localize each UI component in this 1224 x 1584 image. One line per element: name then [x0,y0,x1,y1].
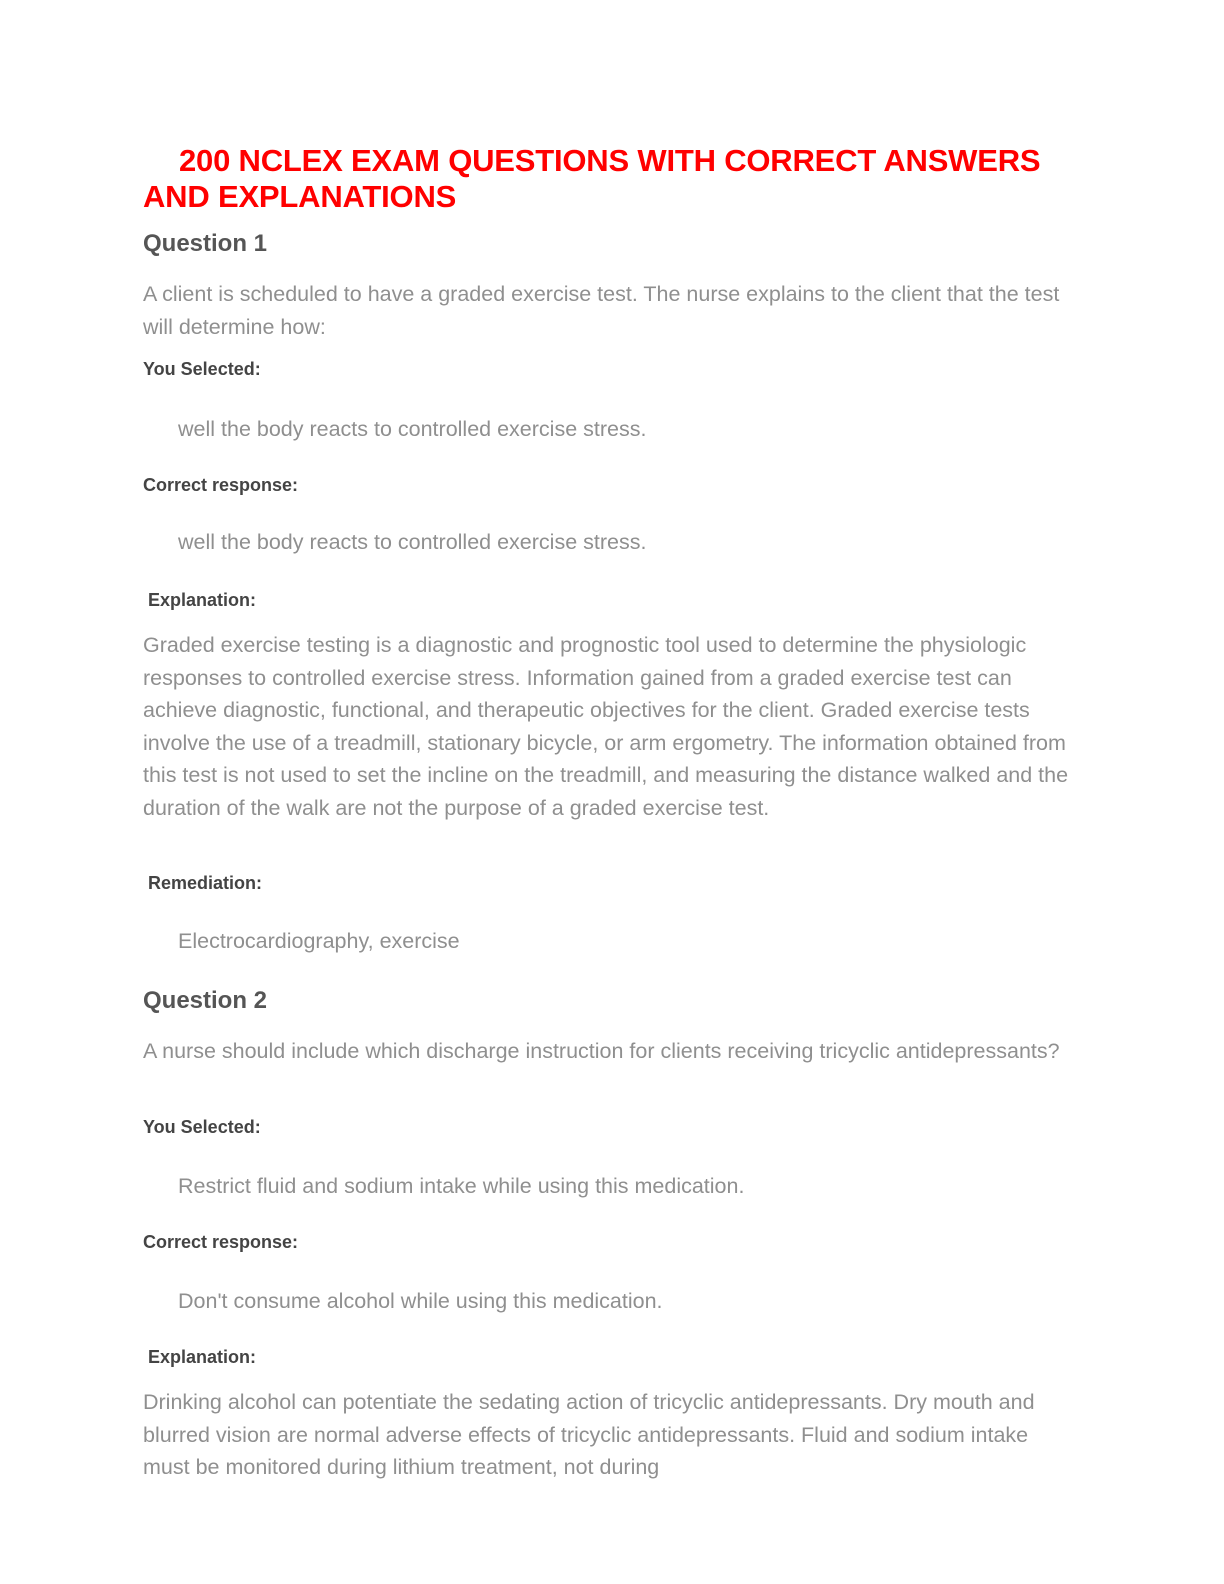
question-1-remediation-label: Remediation: [148,873,263,893]
question-2-explanation-label: Explanation: [148,1347,257,1367]
question-2-correct-answer: Don't consume alcohol while using this medication. [178,1289,663,1313]
question-2-you-selected-label: You Selected: [143,1117,261,1137]
question-1-remediation: Electrocardiography, exercise [178,929,460,953]
document-title: 200 NCLEX EXAM QUESTIONS WITH CORRECT ANSWERS AND EXPLANATIONS [143,143,1041,214]
question-1-explanation: Graded exercise testing is a diagnostic and prognostic tool used to determine the physiologic responses to controlled exercise stress. Information gained from a graded exercise test can achieve diagnostic, functional, and therapeutic objectives for the client. Graded exercise tests involve the use of a treadmill, stationary bicycle, or arm ergometry. The information obtained from this test is not used to set the incline on the treadmill, and measuring the distance walked and the duration of the walk are not the purpose of a graded exercise test. [143,633,1069,820]
question-1-correct-label: Correct response: [143,475,299,495]
question-1-heading: Question 1 [143,230,268,257]
question-1-you-selected-label: You Selected: [143,359,261,379]
question-1-you-selected-answer: well the body reacts to controlled exercise stress. [178,417,647,441]
question-1-explanation-label: Explanation: [148,590,257,610]
question-2-explanation: Drinking alcohol can potentiate the sedating action of tricyclic antidepressants. Dry mouth and blurred vision are normal adverse effects of tricyclic antidepressants. Fluid and sodium intake must be monitored during lithium treatment, not during [143,1390,1035,1479]
question-2-heading: Question 2 [143,987,268,1014]
question-1-stem: A client is scheduled to have a graded exercise test. The nurse explains to the client that the test will determine how: [143,282,1060,339]
question-1-correct-answer: well the body reacts to controlled exercise stress. [178,530,647,554]
question-2-you-selected-answer: Restrict fluid and sodium intake while using this medication. [178,1174,745,1198]
question-2-stem: A nurse should include which discharge instruction for clients receiving tricyclic antidepressants? [143,1039,1060,1063]
question-2-correct-label: Correct response: [143,1232,299,1252]
